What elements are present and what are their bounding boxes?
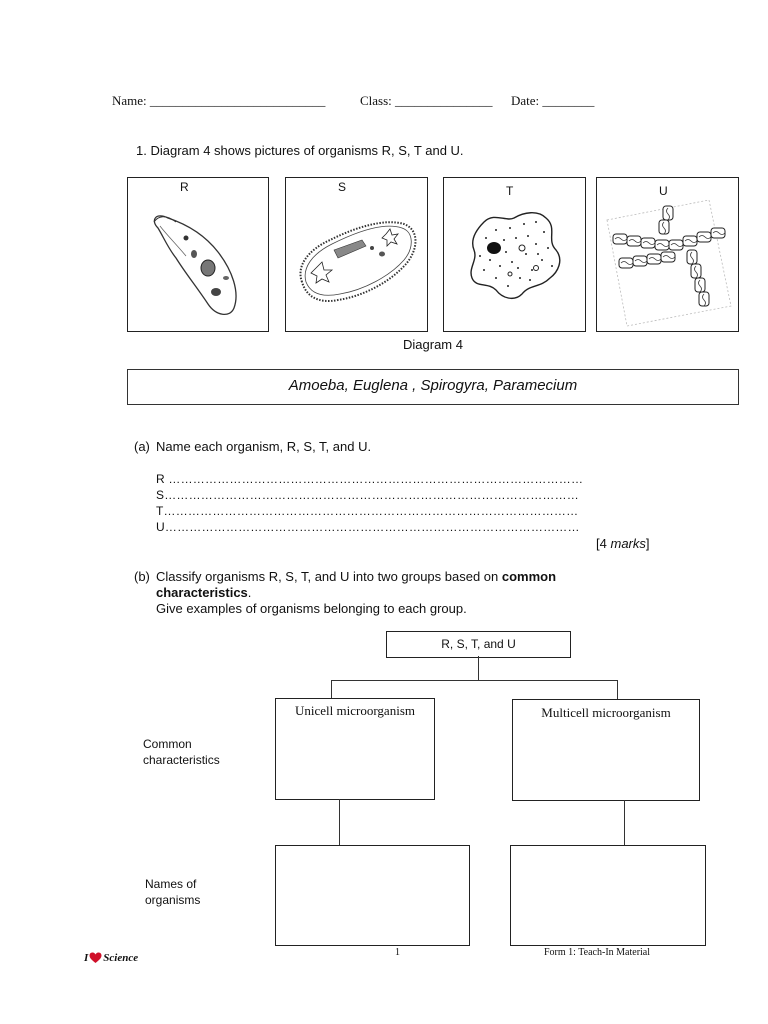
brand-logo bbox=[84, 952, 138, 964]
row-label-names bbox=[145, 876, 200, 908]
question-1-intro: 1. Diagram 4 shows pictures of organisms R, S, T and U. bbox=[136, 143, 464, 158]
brand-science: Science bbox=[103, 952, 139, 964]
row-label-common bbox=[143, 736, 220, 768]
marks-word: marks bbox=[610, 536, 646, 551]
part-a-marker: (a) bbox=[134, 439, 150, 454]
row-label-names-line2: organisms bbox=[145, 893, 201, 907]
heart-icon bbox=[89, 952, 102, 964]
part-b-question-bold: common characteristics bbox=[156, 569, 557, 600]
page-number: 1 bbox=[395, 947, 400, 958]
panel-u bbox=[596, 177, 739, 332]
class-field-label: Class: _______________ bbox=[360, 93, 493, 108]
diagram-caption: Diagram 4 bbox=[403, 337, 463, 352]
panel-r bbox=[127, 177, 269, 332]
organism-options-box bbox=[127, 369, 739, 405]
part-b-question bbox=[156, 569, 596, 617]
part-b-question-lead: Classify organisms R, S, T, and U into two groups based on bbox=[156, 569, 499, 584]
organism-options-text: Amoeba, Euglena , Spirogyra, Paramecium bbox=[288, 377, 578, 394]
part-b-question-2: Give examples of organisms belonging to each group. bbox=[156, 601, 467, 616]
euglena-drawing bbox=[146, 208, 256, 323]
right-lower-connector bbox=[624, 800, 625, 845]
right-branch-drop bbox=[617, 680, 618, 699]
part-a-question: Name each organism, R, S, T, and U. bbox=[156, 439, 372, 454]
root-label: R, S, T, and U bbox=[441, 637, 516, 651]
answer-line-s[interactable]: S………………………………………………………………………………………… bbox=[156, 488, 580, 502]
row-label-common-line2: characteristics bbox=[143, 753, 220, 767]
row-label-names-line1: Names of bbox=[145, 877, 197, 891]
unicell-box[interactable] bbox=[275, 698, 435, 800]
answer-line-r[interactable]: R ………………………………………………………………………………………… bbox=[156, 472, 584, 486]
unicell-label: Unicell microorganism bbox=[295, 703, 415, 718]
panel-r-label: R bbox=[180, 180, 189, 194]
unicell-names-box[interactable] bbox=[275, 845, 470, 946]
panel-t bbox=[443, 177, 586, 332]
panel-s bbox=[285, 177, 428, 332]
branch-line bbox=[331, 680, 618, 681]
paramecium-drawing bbox=[294, 210, 422, 310]
date-field-label: Date: ________ bbox=[511, 93, 595, 108]
multicell-box[interactable] bbox=[512, 699, 700, 801]
answer-line-t[interactable]: T………………………………………………………………………………………… bbox=[156, 504, 579, 518]
footer-material: Form 1: Teach-In Material bbox=[544, 947, 651, 958]
multicell-label: Multicell microorganism bbox=[541, 705, 671, 720]
marks-number: 4 bbox=[599, 536, 607, 551]
panel-s-label: S bbox=[338, 180, 347, 194]
brand-i: I bbox=[84, 952, 89, 964]
left-lower-connector bbox=[339, 799, 340, 845]
row-label-common-line1: Common bbox=[143, 737, 192, 751]
part-b-marker: (b) bbox=[134, 569, 150, 584]
answer-line-u[interactable]: U………………………………………………………………………………………… bbox=[156, 520, 580, 534]
marks-close: ] bbox=[645, 536, 650, 551]
root-box bbox=[386, 631, 571, 658]
root-connector bbox=[478, 656, 479, 680]
panel-t-label: T bbox=[506, 184, 514, 198]
marks-open: [ bbox=[596, 536, 600, 551]
left-branch-drop bbox=[331, 680, 332, 698]
spirogyra-drawing bbox=[599, 198, 735, 328]
marks-indicator bbox=[596, 536, 650, 551]
multicell-names-box[interactable] bbox=[510, 845, 706, 946]
panel-u-label: U bbox=[659, 184, 668, 198]
name-field-label: Name: ___________________________ bbox=[112, 93, 326, 108]
amoeba-drawing bbox=[466, 208, 566, 304]
part-b-question-end: . bbox=[247, 585, 252, 600]
